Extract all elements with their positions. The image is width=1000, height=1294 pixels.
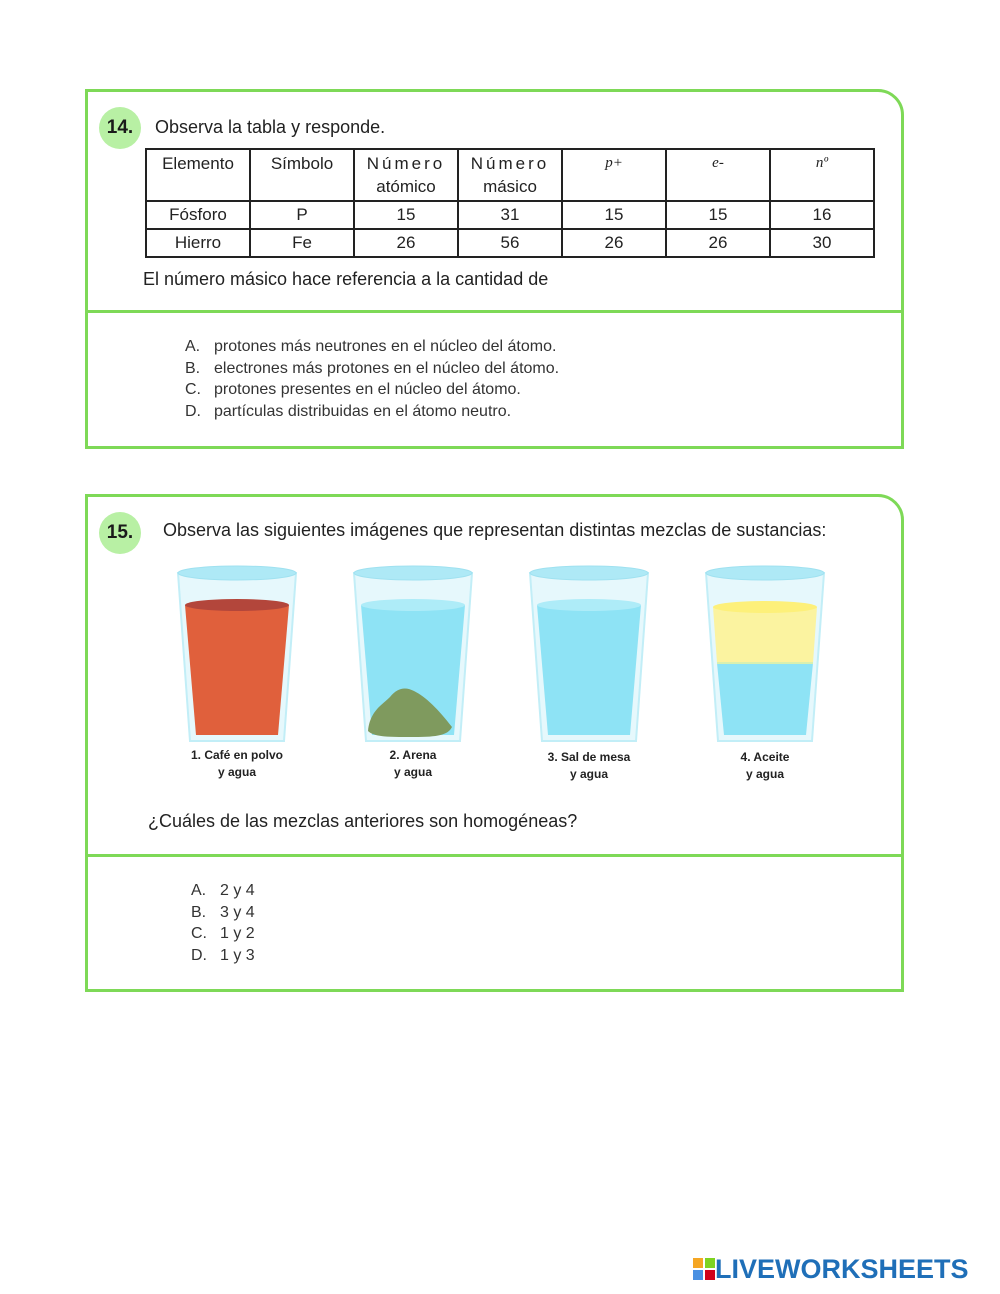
question-number-badge: 15. <box>99 512 141 554</box>
cell-atomico: 26 <box>354 229 458 257</box>
header-neutrons: nº <box>770 149 874 201</box>
glass-label-line1: 1. Café en polvo <box>190 748 284 762</box>
glass-label-1 <box>172 747 302 781</box>
cell-protons: 15 <box>562 201 666 229</box>
answer-options <box>191 880 255 967</box>
question-number-badge: 14. <box>99 107 141 149</box>
question-text: ¿Cuáles de las mezclas anteriores son homogéneas? <box>148 811 578 831</box>
option-letter: A. <box>185 338 201 355</box>
liveworksheets-logo[interactable] <box>693 1255 969 1283</box>
glass-label-line1: 4. Aceite <box>740 750 790 764</box>
mixtures-illustration <box>172 559 832 789</box>
glass-label-4 <box>700 749 830 783</box>
option-text: 1 y 3 <box>220 947 255 965</box>
option-text: 2 y 4 <box>220 882 255 899</box>
glass-oil <box>706 566 824 741</box>
cell-neutrons: 16 <box>770 201 874 229</box>
answer-option-a[interactable] <box>191 880 255 902</box>
header-electrons: e- <box>666 149 770 201</box>
question-15-card <box>85 494 904 992</box>
answer-option-c[interactable] <box>191 923 255 945</box>
cell-masico: 31 <box>458 201 562 229</box>
header-elemento: Elemento <box>146 149 250 201</box>
header-numero-atomico <box>354 149 458 201</box>
logo-text: LIVEWORKSHEETS <box>715 1253 969 1284</box>
glass-label-line1: 2. Arena <box>389 748 437 762</box>
cell-electrons: 26 <box>666 229 770 257</box>
answer-options <box>185 336 559 423</box>
cell-simbolo: Fe <box>250 229 354 257</box>
glass-coffee <box>178 566 296 741</box>
question-text: El número másico hace referencia a la cantidad de <box>143 269 549 289</box>
glass-label-line2: y agua <box>745 767 784 781</box>
header-atomico-word: atómico <box>376 177 436 196</box>
elements-table <box>145 148 875 258</box>
option-text: electrones más protones en el núcleo del átomo. <box>214 359 560 377</box>
question-14-card <box>85 89 904 449</box>
question-prompt: Observa las siguientes imágenes que representan distintas mezclas de sustancias: <box>163 520 827 540</box>
header-protons: p+ <box>562 149 666 201</box>
cell-masico: 56 <box>458 229 562 257</box>
option-letter: B. <box>185 359 201 377</box>
option-text: 3 y 4 <box>220 903 255 921</box>
cell-protons: 26 <box>562 229 666 257</box>
glass-label-line2: y agua <box>217 765 256 779</box>
section-divider <box>88 854 901 857</box>
cell-simbolo: P <box>250 201 354 229</box>
option-letter: D. <box>191 947 207 965</box>
cell-elemento: Fósforo <box>146 201 250 229</box>
option-letter: A. <box>191 882 207 899</box>
answer-option-b[interactable] <box>191 902 255 924</box>
glass-label-line2: y agua <box>393 765 432 779</box>
option-letter: D. <box>185 403 201 421</box>
header-masico-word: másico <box>483 177 537 196</box>
answer-option-a[interactable] <box>185 336 559 358</box>
glass-label-line1: 3. Sal de mesa <box>547 750 631 764</box>
option-letter: B. <box>191 903 207 921</box>
table-row <box>146 229 874 257</box>
answer-option-c[interactable] <box>185 379 559 401</box>
section-divider <box>88 310 901 313</box>
cell-electrons: 15 <box>666 201 770 229</box>
liveworksheets-logo-icon <box>693 1258 715 1280</box>
glasses-drawing <box>172 559 832 749</box>
table-row <box>146 201 874 229</box>
glass-label-3 <box>524 749 654 783</box>
table-header-row <box>146 149 874 201</box>
option-text: 1 y 2 <box>220 925 255 943</box>
glass-label-line2: y agua <box>569 767 608 781</box>
option-text: protones presentes en el núcleo del átomo. <box>214 381 521 399</box>
header-numero-masico <box>458 149 562 201</box>
option-letter: C. <box>185 381 201 399</box>
option-text: partículas distribuidas en el átomo neutro. <box>214 403 512 421</box>
question-prompt: Observa la tabla y responde. <box>155 117 386 137</box>
header-simbolo: Símbolo <box>250 149 354 201</box>
header-numero-word: Número <box>366 154 446 173</box>
cell-neutrons: 30 <box>770 229 874 257</box>
glass-sand <box>354 566 472 741</box>
answer-option-d[interactable] <box>191 945 255 967</box>
answer-option-d[interactable] <box>185 401 559 423</box>
answer-option-b[interactable] <box>185 358 559 380</box>
glass-label-2 <box>348 747 478 781</box>
header-numero-word: Número <box>470 154 550 173</box>
cell-elemento: Hierro <box>146 229 250 257</box>
option-text: protones más neutrones en el núcleo del átomo. <box>214 338 557 355</box>
option-letter: C. <box>191 925 207 943</box>
cell-atomico: 15 <box>354 201 458 229</box>
glass-salt <box>530 566 648 741</box>
